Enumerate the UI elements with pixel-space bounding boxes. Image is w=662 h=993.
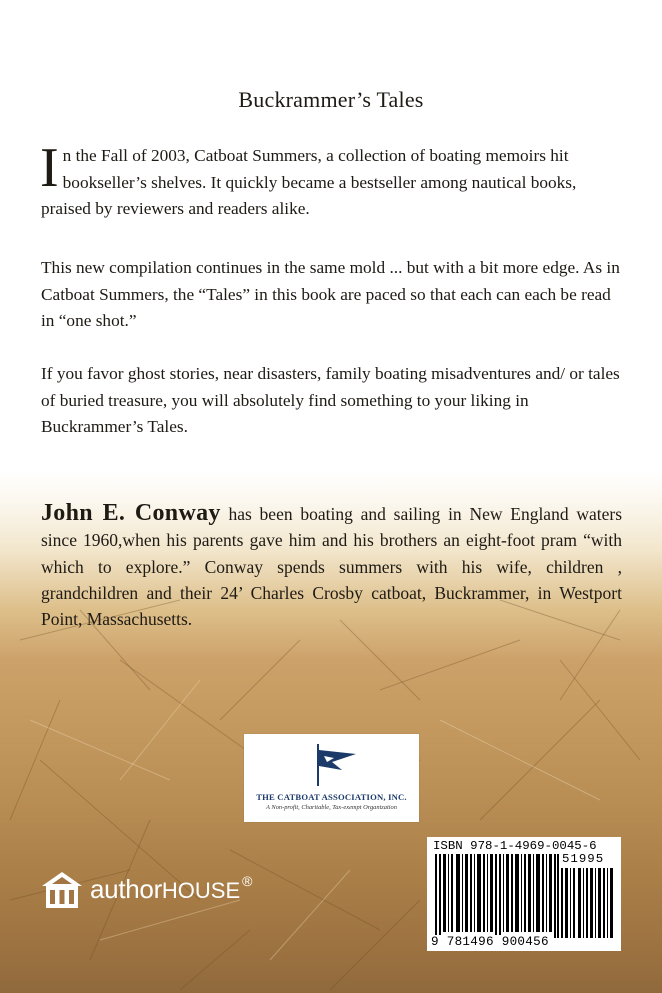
ean-number: 9 781496 900456 — [431, 935, 549, 949]
association-name: THE CATBOAT ASSOCIATION, INC. — [256, 792, 407, 802]
barcode-addon-number: 51995 — [562, 852, 605, 866]
isbn-barcode — [427, 837, 621, 951]
publisher-name: authorHOUSE ® — [90, 873, 253, 904]
author-bio — [41, 500, 622, 632]
isbn-number: ISBN 978-1-4969-0045-6 — [433, 839, 597, 853]
blurb-paragraph-1-text: n the Fall of 2003, Catboat Summers, a collection of boating memoirs hit bookseller’s shelves. It quickly became a bestseller among nautical books, praised by reviewers and readers alike. — [41, 146, 577, 218]
author-bio-text: has been boating and sailing in New England waters since 1960,when his parents gave him and his brothers an eight-foot pram “with which to explore.” Conway spends summers with his wife, children , grandchildren and their 24’ Charles Crosby catboat, Buckrammer, in Westport Point, Massachusetts. — [41, 504, 623, 630]
author-name: John E. Conway — [41, 500, 221, 526]
page-title: Buckrammer’s Tales — [238, 87, 424, 112]
blurb-paragraph-1 — [40, 137, 623, 223]
ean-barcode-bars — [435, 854, 559, 938]
addon-barcode-bars — [561, 868, 615, 938]
drop-cap: I — [40, 137, 59, 199]
blurb-paragraph-3: If you favor ghost stories, near disasters, family boating misadventures and/ or tales of buried treasure, you will absolutely find something to your liking in Buckrammer’s Tales. — [41, 364, 620, 436]
authorhouse-house-icon — [40, 870, 84, 910]
blurb-paragraph-2: This new compilation continues in the same mold ... but with a bit more edge. As in Catboat Summers, the “Tales” in this book are paced so that each can each be read in “one shot.” — [41, 258, 620, 330]
pennant-flag-icon — [312, 742, 360, 788]
catboat-association-logo — [244, 734, 419, 822]
association-subtitle: A Non-profit, Charitable, Tax-exempt Organization — [266, 804, 397, 811]
